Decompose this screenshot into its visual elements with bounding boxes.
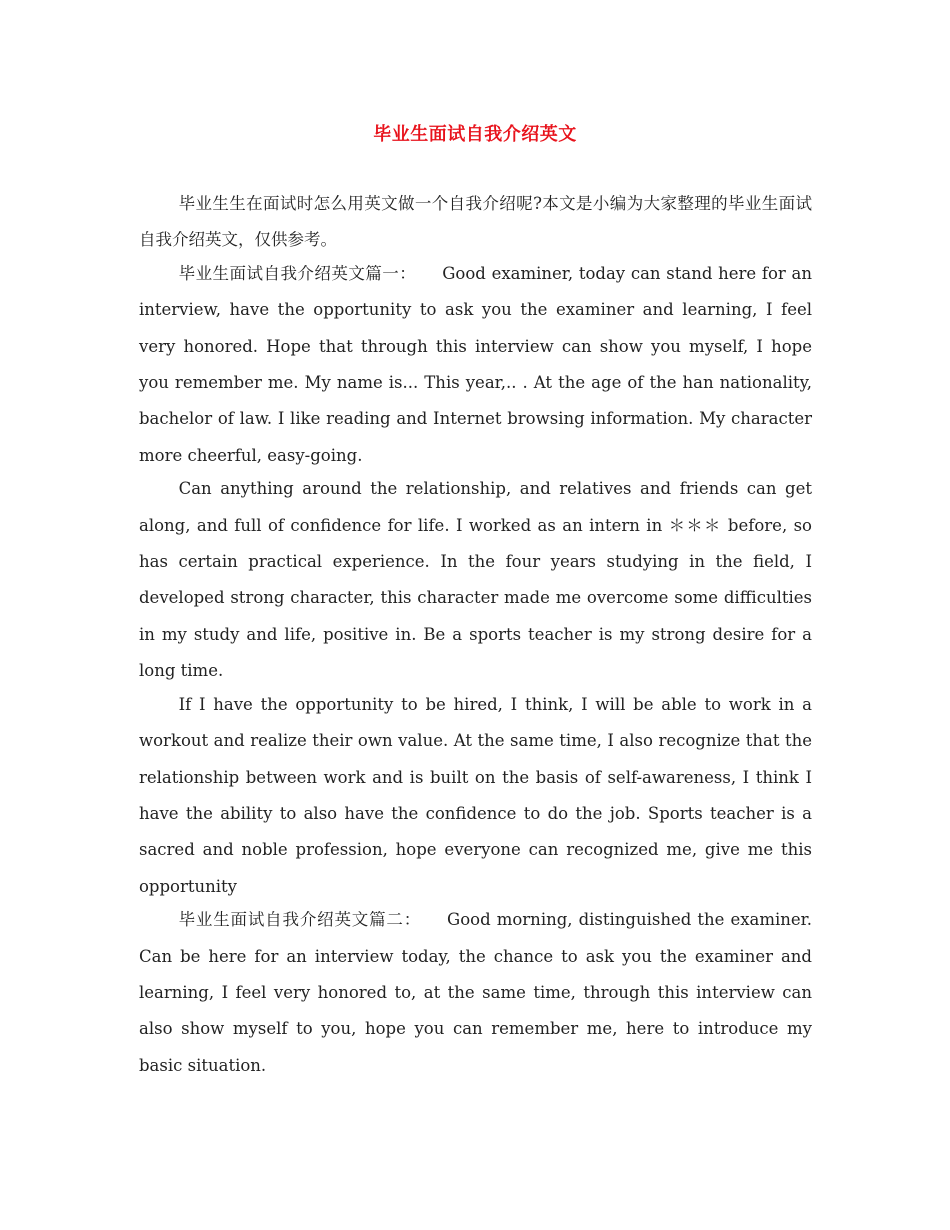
paragraph-sample-one [139,256,812,474]
paragraph-sample-two [139,902,812,1084]
section-lead-label: 毕业生面试自我介绍英文篇二： [178,910,422,930]
paragraph-text: Can anything around the relationship, and relatives and friends can get along, and full of confidence for life. I worked as an intern in ＊＊＊ before, so has certain practical experience. In the four years studying in the field, I developed strong character, this character made me overcome some difficulties in my study and life, positive in. Be a sports teacher is my strong desire for a long time. [139,479,812,681]
document-body [139,186,812,1081]
paragraph-text: Good examiner, today can stand here for an interview, have the opportunity to ask you the examiner and learning, I feel very honored. Hope that through this interview can show you myself, I hope you remember me. My name is... This year,.. . At the age of the han nationality, bachelor of law. I like reading and Internet browsing information. My character more cheerful, easy-going. [139,263,812,465]
paragraph-text: If I have the opportunity to be hired, I think, I will be able to work in a workout and realize their own value. At the same time, I also recognize that the relationship between work and is built on the basis of self-awareness, I think I have the ability to also have the confidence to do the job. Sports teacher is a sacred and noble profession, hope everyone can recognized me, give me this opportunity [139,694,812,896]
paragraph-body-three [139,687,812,905]
paragraph-body-two [139,471,812,689]
paragraph-intro [139,186,812,259]
section-lead-label: 毕业生面试自我介绍英文篇一： [178,263,417,283]
paragraph-text: Good morning, distinguished the examiner. Can be here for an interview today, the chance to ask you the examiner and learning, I feel very honored to, at the same time, through this interview can also show myself to you, hope you can remember me, here to introduce my basic situation. [139,910,813,1075]
page-title: 毕业生面试自我介绍英文 [373,124,577,145]
paragraph-text: 毕业生生在面试时怎么用英文做一个自我介绍呢?本文是小编为大家整理的毕业生面试自我介绍英文，仅供参考。 [139,194,812,250]
